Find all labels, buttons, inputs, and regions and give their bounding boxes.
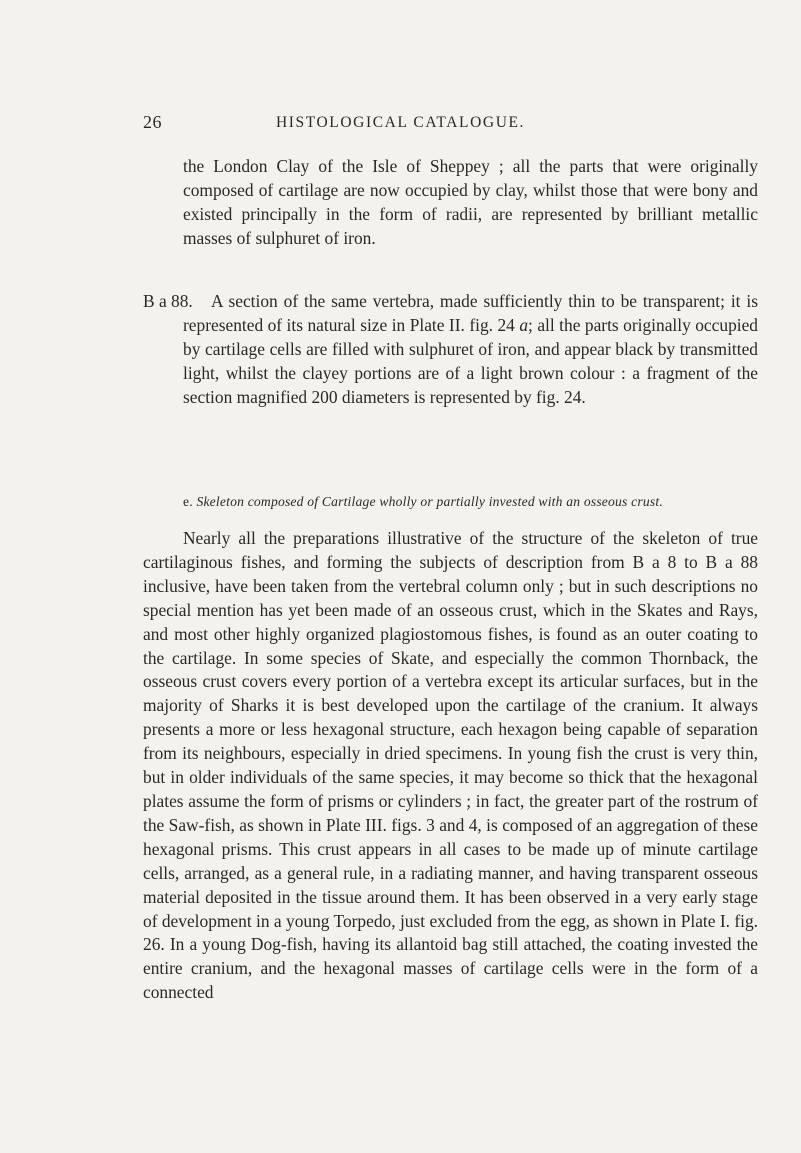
running-head: HISTOLOGICAL CATALOGUE. [275,114,526,131]
section-letter: e. [183,494,193,509]
entry-fig-letter: a [519,314,529,335]
continuation-paragraph: the London Clay of the Isle of Sheppey ; all the parts that were originally composed of cartilage are now occupied by clay, whilst those that were bony and existed principally in the form of radii, are represented by brilliant metallic masses of sulphuret of iron. [183,156,758,248]
entry-description [183,290,758,410]
section-heading [183,494,663,510]
entry-text-after-fig: ; all the parts originally occupied by cartilage cells are filled with sulphuret of iron, and appear black by transmitted light, whilst the clayey portions are of a light brown colour : a fragment of the section magnified 200 diameters is represented by fig. 24. [183,314,759,407]
catalogue-entry-b-a-88 [143,290,758,410]
section-title: Skeleton composed of Cartilage wholly or partially invested with an osseous crust. [196,494,663,509]
entry-text-before-fig: A section of the same vertebra, made sufficiently thin to be transparent; it is represented of its natural size in Plate II. fig. 24 [183,291,758,335]
page-number: 26 [143,112,162,132]
entry-id: B a 88. [143,291,193,311]
body-paragraph: Nearly all the preparations illustrative of the structure of the skeleton of true cartilaginous fishes, and forming the subjects of description from B a 8 to B a 88 inclusive, have been taken from the vertebral column only ; but in such descriptions no special mention has yet been made of an osseous crust, which in the Skates and Rays, and most other highly organized plagiostomous fishes, is found as an outer coating to the cartilage. In some species of Skate, and especially the common Thornback, the osseous crust covers every portion of a vertebra except its articular surfaces, but in the majority of Sharks it is best developed upon the cartilage of the cranium. It always presents a more or less hexagonal structure, each hexagon being capable of separation from its neighbours, especially in dried specimens. In young fish the crust is very thin, but in older individuals of the same species, it may become so thick that the hexagonal plates assume the form of prisms or cylinders ; in fact, the greater part of the rostrum of the Saw-fish, as shown in Plate III. figs. 3 and 4, is composed of an aggregation of these hexagonal prisms. This crust appears in all cases to be made up of minute cartilage cells, arranged, as a general rule, in a radiating manner, and having transparent osseous material deposited in the tissue around them. It has been observed in a very early stage of development in a young Torpedo, just excluded from the egg, as shown in Plate I. fig. 26. In a young Dog-fish, having its allantoid bag still attached, the coating invested the entire cranium, and the hexagonal masses of cartilage cells were in the form of a connected [143,528,758,1003]
